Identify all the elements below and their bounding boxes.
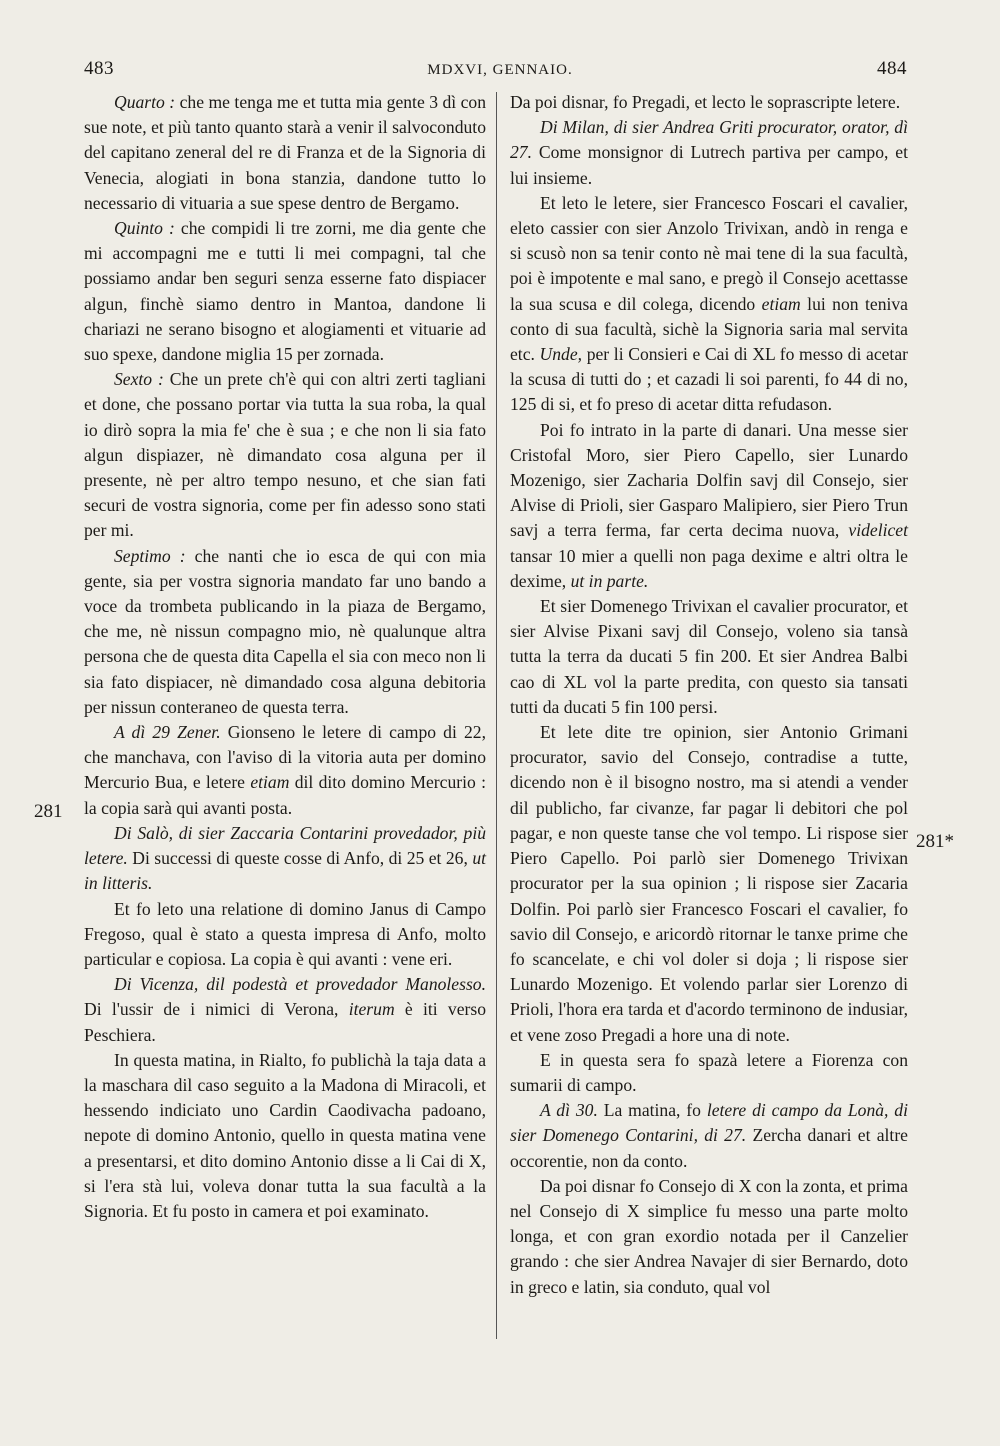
- text-run: è iti verso Peschiera.: [84, 999, 487, 1045]
- paragraph: [510, 115, 908, 191]
- paragraph: [84, 90, 486, 216]
- italic-text: A dì 30.: [540, 1100, 598, 1121]
- italic-text: Sexto :: [114, 369, 164, 390]
- column-divider: [496, 92, 497, 1339]
- text-run: Et lete dite tre opinion, sier Antonio Grimani procurator, savio del Consejo, contradise a tutte, dicendo non è il bisogno nostro, ma si atendi a vender dil publicho, far civanze, far pagar li debitori che pol pagar, e non queste tanse che vol tempo. Li rispose sier Piero Capello. Poi parlò sier Domenego Trivixan procurator per la sua opinion ; li rispose sier Zacaria Dolfin. Poi parlò sier Francesco Foscari el cavalier, fo savio dil Consejo, e aricordò ritornar le tanxe prime che fo scancelate, e chi vol doler si doja ; li rispose sier Lunardo Mozenigo. Et volendo parlar sier Lorenzo di Prioli, l'hora era tarda et d'acordo terminono de indusiar, et vene zoso Pregadi a hore una di note.: [510, 722, 908, 1045]
- paragraph: [84, 897, 486, 973]
- text-run: Gionseno le letere di campo di 22, che manchava, con l'aviso di la vitoria auta per domino Mercurio Bua, e letere: [84, 722, 486, 793]
- text-run: Et sier Domenego Trivixan el cavalier procurator, et sier Alvise Pixani savj dil Consejo, voleno sia tansà tutta la terra da ducati 5 fin 200. Et sier Andrea Balbi cao di XL vol la parte predita, con questo sia tansati tutti da ducati 5 fin 100 persi.: [510, 596, 908, 717]
- italic-text: Di Milan, di sier Andrea Griti procurator, orator, dì 27.: [510, 117, 908, 163]
- paragraph: [510, 191, 908, 418]
- left-column: [84, 90, 486, 1224]
- italic-text: ut in parte.: [570, 570, 649, 591]
- text-run: che compidi li tre zorni, me dia gente che mi accompagni me e tutti li mei compagni, tal che possiamo andar ben seguri senza esserne fato dispiacer algun, finchè siamo dentro in Mantoa, dandone li chariazi ne serano bisogno et alogiamenti et vituarie ad suo spexe, dandone miglia 15 per zornada.: [84, 218, 486, 365]
- page-number-right: 484: [877, 58, 907, 79]
- text-run: Da poi disnar, fo Pregadi, et lecto le soprascripte letere.: [510, 92, 901, 112]
- page-number-left: 483: [84, 58, 114, 79]
- running-title: MDXVI, GENNAIO.: [427, 62, 573, 78]
- text-run: Et leto le letere, sier Francesco Foscari el cavalier, eleto cassier con sier Anzolo Trivixan, andò in renga e si scusò non sa tenir conto nè mai tene di la sua facultà, poi è impotente e mal sano, e pregò il Consejo acettasse la sua scusa e dil colega, dicendo: [510, 192, 908, 314]
- paragraph: [510, 1174, 908, 1300]
- paragraph: [84, 544, 486, 720]
- text-run: Poi fo intrato in la parte di danari. Una messe sier Cristofal Moro, sier Piero Capello, sier Lunardo Mozenigo, sier Zacharia Dolfin savj dil Consejo, sier Alvise di Prioli, sier Gasparo Malipiero, sier Piero Trun savj a terra ferma, far certa decima nuova,: [510, 419, 908, 541]
- paragraph: [84, 720, 486, 821]
- text-run: Da poi disnar fo Consejo di X con la zonta, et prima nel Consejo di X simplice fu messo una parte molto longa, et con gran exordio notada per il Canzelier grando : che sier Andrea Navajer di sier Bernardo, doto in greco e latin, sia conduto, qual vol: [510, 1175, 908, 1297]
- paragraph: [84, 216, 486, 367]
- italic-text: videlicet: [848, 520, 908, 541]
- text-run: tansar 10 mier a quelli non paga dexime e altri oltra le dexime,: [510, 545, 908, 591]
- text-run: Di successi di queste cosse di Anfo, di 25 et 26,: [127, 848, 473, 869]
- italic-text: iterum: [348, 999, 395, 1020]
- text-run: Di l'ussir de i nimici di Verona,: [84, 999, 349, 1020]
- italic-text: etiam: [761, 293, 801, 314]
- italic-text: letere di campo da Lonà, di sier Domenego Contarini, di 27.: [510, 1100, 908, 1146]
- paragraph: [510, 418, 908, 594]
- italic-text: Septimo :: [114, 545, 186, 566]
- paragraph: [84, 1048, 486, 1224]
- text-run: che nanti che io esca de qui con mia gente, sia per vostra signoria mandato far uno bando a voce da trombeta publicando in la piaza de Bergamo, che me, nè nissun compagno mio, nè qualunque altra persona che de questa dita Capella el sia con meco non li sia fato dispiacer, nè dimandado cosa alguna debitoria per nissun conteraneo de questa terra.: [84, 545, 486, 717]
- text-run: E in questa sera fo spazà letere a Fiorenza con sumarii di campo.: [510, 1049, 908, 1095]
- margin-number-right: 281*: [916, 831, 954, 852]
- margin-number-left: 281: [34, 801, 63, 822]
- paragraph: [84, 972, 486, 1048]
- italic-text: Quinto :: [114, 218, 175, 239]
- text-run: Come monsignor di Lutrech partiva per campo, et lui insieme.: [510, 142, 908, 188]
- text-run: La matina, fo: [597, 1100, 707, 1121]
- paragraph: [510, 720, 908, 1048]
- text-run: che me tenga me et tutta mia gente 3 dì con sue note, et più tanto quanto starà a venir il salvoconduto del capitano zeneral del re di Franza et de la Signoria di Venecia, alogiati in bona stanzia, dandone tutto lo necessario di vituaria a sue spese dentro de Bergamo.: [84, 92, 487, 213]
- text-run: In questa matina, in Rialto, fo publichà la taja data a la maschara dil caso seguito a la Madona di Miracoli, et hessendo indiciato uno Cardin Caodivacha padoano, nepote di domino Antonio, quello in questa matina vene a presentarsi, et dito domino Antonio disse a li Cai di X, si l'era stà lui, voleva donar tutta la sua facultà a la Signoria. Et fu posto in camera et poi examinato.: [84, 1049, 486, 1221]
- italic-text: Unde,: [539, 344, 583, 365]
- text-run: dil dito domino Mercurio : la copia sarà qui avanti posta.: [84, 772, 486, 818]
- text-run: per li Consieri e Cai di XL fo messo di acetar la scusa di tutti do ; et cazadi li soi parenti, fo 44 di no, 125 di si, et fo preso di acetar ditta refudason.: [510, 344, 908, 415]
- paragraph: [510, 1048, 908, 1098]
- italic-text: Quarto :: [114, 92, 176, 112]
- paragraph: [84, 367, 486, 543]
- italic-text: A dì 29 Zener.: [114, 722, 221, 743]
- text-run: Zercha danari et altre occorentie, non da conto.: [510, 1125, 908, 1171]
- italic-text: ut in litteris.: [84, 848, 486, 894]
- paragraph: [510, 90, 908, 115]
- text-run: lui non teniva conto di sua facultà, sichè la Signoria saria mal servita etc.: [510, 293, 908, 365]
- text-run: Che un prete ch'è qui con altri zerti tagliani et done, che possano portar via tutta la sua roba, la qual io dirò sopra la mia fe' che è sua ; e che non li sia fato algun dispiazer, nè dimandato cosa alguna per il presente, nè per altro tempo nesuno, et che sian fati securi de vostra signoria, come per fin adesso sono stati per mi.: [84, 369, 486, 541]
- italic-text: Di Salò, di sier Zaccaria Contarini provedador, più letere.: [84, 822, 486, 869]
- italic-text: Di Vicenza, dil podestà et provedador Manolesso.: [114, 974, 486, 995]
- italic-text: etiam: [250, 772, 290, 793]
- paragraph: [510, 594, 908, 720]
- paragraph: [510, 1098, 908, 1174]
- paragraph: [84, 821, 486, 897]
- right-column: [510, 90, 908, 1300]
- text-run: Et fo leto una relatione di domino Janus di Campo Fregoso, qual è stato a questa impresa di Anfo, molto particular e copiosa. La copia è qui avanti : vene eri.: [84, 898, 486, 969]
